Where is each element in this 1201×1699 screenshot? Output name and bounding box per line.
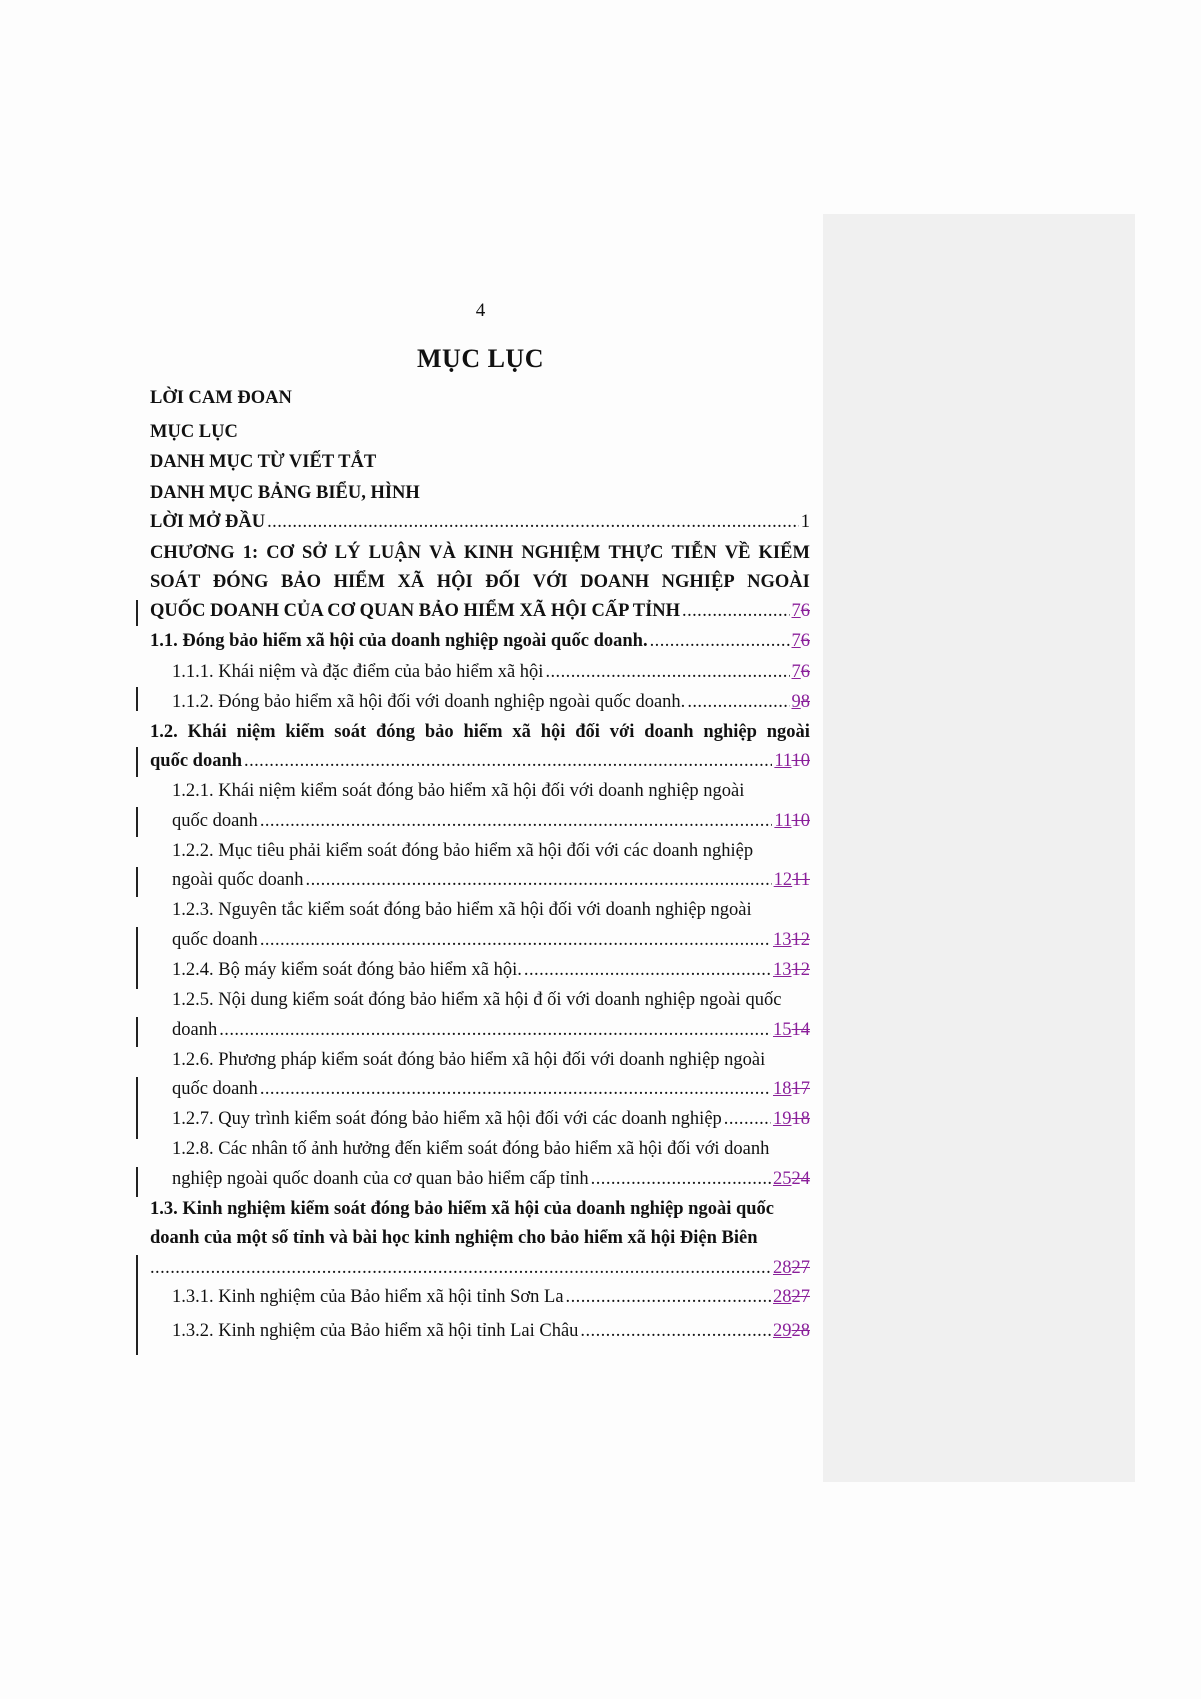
toc-title: MỤC LỤC — [417, 344, 544, 373]
dot-leader — [545, 658, 789, 687]
page-number: 4 — [475, 300, 486, 321]
page-ref: 76 — [791, 601, 810, 621]
dot-leader — [724, 1105, 771, 1134]
page-ref: 76 — [791, 631, 810, 651]
toc-chapter-line[interactable]: CHƯƠNG 1: CƠ SỞ LÝ LUẬN VÀ KINH NGHIỆM THỰC TIỄN VỀ KIỂM — [150, 543, 810, 563]
toc-section-1-2-2[interactable] — [172, 866, 810, 895]
toc-entry-loi-cam-doan[interactable]: LỜI CAM ĐOAN — [150, 388, 292, 408]
toc-section-1-2-8-line[interactable]: 1.2.8. Các nhân tố ảnh hưởng đến kiểm soát đóng bảo hiểm xã hội đối với doanh — [172, 1139, 770, 1159]
dot-leader — [524, 956, 771, 985]
dot-leader — [267, 508, 799, 537]
toc-section-1-3-line[interactable]: doanh của một số tỉnh và bài học kinh nghiệm cho bảo hiểm xã hội Điện Biên — [150, 1228, 758, 1248]
toc-section-1-3-2[interactable] — [172, 1317, 810, 1346]
toc-label: 1.3.1. Kinh nghiệm của Bảo hiểm xã hội tỉnh Sơn La — [172, 1287, 564, 1307]
toc-label: 1.1.1. Khái niệm và đặc điểm của bảo hiểm xã hội — [172, 662, 544, 682]
toc-label: 1.1.2. Đóng bảo hiểm xã hội đối với doanh nghiệp ngoài quốc doanh. — [172, 692, 686, 712]
toc-label: QUỐC DOANH CỦA CƠ QUAN BẢO HIỂM XÃ HỘI CẤP TỈNH — [150, 601, 681, 621]
change-bar — [136, 687, 138, 711]
toc-entry-danh-muc-bang-bieu[interactable]: DANH MỤC BẢNG BIỂU, HÌNH — [150, 483, 420, 503]
dot-leader — [219, 1016, 771, 1045]
change-bar — [136, 747, 138, 777]
page-ref: 1110 — [774, 811, 810, 831]
toc-entry-muc-luc[interactable]: MỤC LỤC — [150, 422, 238, 442]
toc-label: doanh — [172, 1020, 218, 1040]
change-bar — [136, 600, 138, 626]
page-ref: 98 — [791, 692, 810, 712]
toc-label: 1.3.2. Kinh nghiệm của Bảo hiểm xã hội tỉnh Lai Châu — [172, 1321, 579, 1341]
toc-label: 1.1. Đóng bảo hiểm xã hội của doanh nghiệp ngoài quốc doanh. — [150, 631, 648, 651]
dot-leader — [150, 1254, 771, 1283]
toc-label: ngoài quốc doanh — [172, 870, 304, 890]
toc-label: quốc doanh — [172, 1079, 258, 1099]
toc-section-1-2-5-line[interactable]: 1.2.5. Nội dung kiểm soát đóng bảo hiểm xã hội đ ối với doanh nghiệp ngoài quốc — [172, 990, 782, 1010]
toc-chapter-line[interactable]: SOÁT ĐÓNG BẢO HIỂM XÃ HỘI ĐỐI VỚI DOANH NGHIỆP NGOÀI — [150, 572, 810, 592]
toc-section-1-2-3-line[interactable]: 1.2.3. Nguyên tắc kiểm soát đóng bảo hiểm xã hội đối với doanh nghiệp ngoài — [172, 900, 752, 920]
toc-label: quốc doanh — [172, 811, 258, 831]
toc-label: quốc doanh — [150, 751, 243, 771]
dot-leader — [591, 1165, 771, 1194]
toc-label: LỜI MỞ ĐẦU — [150, 512, 266, 532]
change-bar — [136, 867, 138, 897]
change-bar — [136, 1017, 138, 1047]
toc-section-1-1-1[interactable] — [172, 658, 810, 687]
page-ref: 1 — [800, 512, 810, 532]
toc-entry-danh-muc-tu-viet-tat[interactable]: DANH MỤC TỪ VIẾT TẮT — [150, 452, 377, 472]
toc-label: quốc doanh — [172, 930, 258, 950]
dot-leader — [580, 1317, 771, 1346]
toc-section-1-2-1[interactable] — [172, 807, 810, 836]
toc-section-1-2-1-line[interactable]: 1.2.1. Khái niệm kiểm soát đóng bảo hiểm xã hội đối với doanh nghiệp ngoài — [172, 781, 745, 801]
toc-section-1-1[interactable] — [150, 627, 810, 656]
toc-section-1-2-6[interactable] — [172, 1075, 810, 1104]
page-ref: 1817 — [773, 1079, 810, 1099]
dot-leader — [650, 627, 790, 656]
page-ref: 2928 — [773, 1321, 810, 1341]
page-ref: 1514 — [773, 1020, 810, 1040]
dot-leader — [306, 866, 772, 895]
toc-section-1-2-line[interactable]: 1.2. Khái niệm kiểm soát đóng bảo hiểm xã hội đối với doanh nghiệp ngoài — [150, 722, 810, 742]
dot-leader — [260, 1075, 771, 1104]
toc-section-1-2-3[interactable] — [172, 926, 810, 955]
page-ref: 2827 — [773, 1258, 810, 1278]
dot-leader — [260, 807, 773, 836]
toc-section-1-1-2[interactable] — [172, 688, 810, 717]
toc-section-1-2-8[interactable] — [172, 1165, 810, 1194]
change-bar — [136, 807, 138, 837]
dot-leader — [566, 1283, 771, 1312]
dot-leader — [682, 597, 789, 626]
page-ref: 2827 — [773, 1287, 810, 1307]
dot-leader — [260, 926, 771, 955]
toc-section-1-2-6-line[interactable]: 1.2.6. Phương pháp kiểm soát đóng bảo hiểm xã hội đối với doanh nghiệp ngoài — [172, 1050, 766, 1070]
dot-leader — [687, 688, 789, 717]
dot-leader — [244, 747, 772, 776]
page-ref: 2524 — [773, 1169, 810, 1189]
toc-chapter-line[interactable] — [150, 597, 810, 626]
change-bar — [136, 1167, 138, 1197]
page-ref: 1312 — [773, 930, 810, 950]
toc-entry-loi-mo-dau[interactable] — [150, 508, 810, 537]
page-ref: 1312 — [773, 960, 810, 980]
toc-section-1-2-7[interactable] — [172, 1105, 810, 1134]
comment-pane — [823, 214, 1135, 1482]
page-ref: 76 — [791, 662, 810, 682]
page-ref: 1211 — [773, 870, 810, 890]
toc-section-1-2[interactable] — [150, 747, 810, 776]
toc-section-1-2-5[interactable] — [172, 1016, 810, 1045]
page-ref: 1110 — [774, 751, 810, 771]
toc-label: nghiệp ngoài quốc doanh của cơ quan bảo hiểm cấp tỉnh — [172, 1169, 589, 1189]
toc-label: 1.2.4. Bộ máy kiểm soát đóng bảo hiểm xã hội. — [172, 960, 522, 980]
toc-section-1-2-2-line[interactable]: 1.2.2. Mục tiêu phải kiểm soát đóng bảo hiểm xã hội đối với các doanh nghiệp — [172, 841, 754, 861]
page-ref: 1918 — [773, 1109, 810, 1129]
change-bar — [136, 1255, 138, 1355]
toc-section-1-3-line[interactable]: 1.3. Kinh nghiệm kiểm soát đóng bảo hiểm xã hội của doanh nghiệp ngoài quốc — [150, 1199, 775, 1219]
toc-section-1-3-1[interactable] — [172, 1283, 810, 1312]
toc-label: 1.2.7. Quy trình kiểm soát đóng bảo hiểm xã hội đối với các doanh nghiệp — [172, 1109, 722, 1129]
change-bar — [136, 1077, 138, 1139]
toc-section-1-2-4[interactable] — [172, 956, 810, 985]
toc-section-1-3[interactable] — [150, 1254, 810, 1283]
change-bar — [136, 927, 138, 989]
